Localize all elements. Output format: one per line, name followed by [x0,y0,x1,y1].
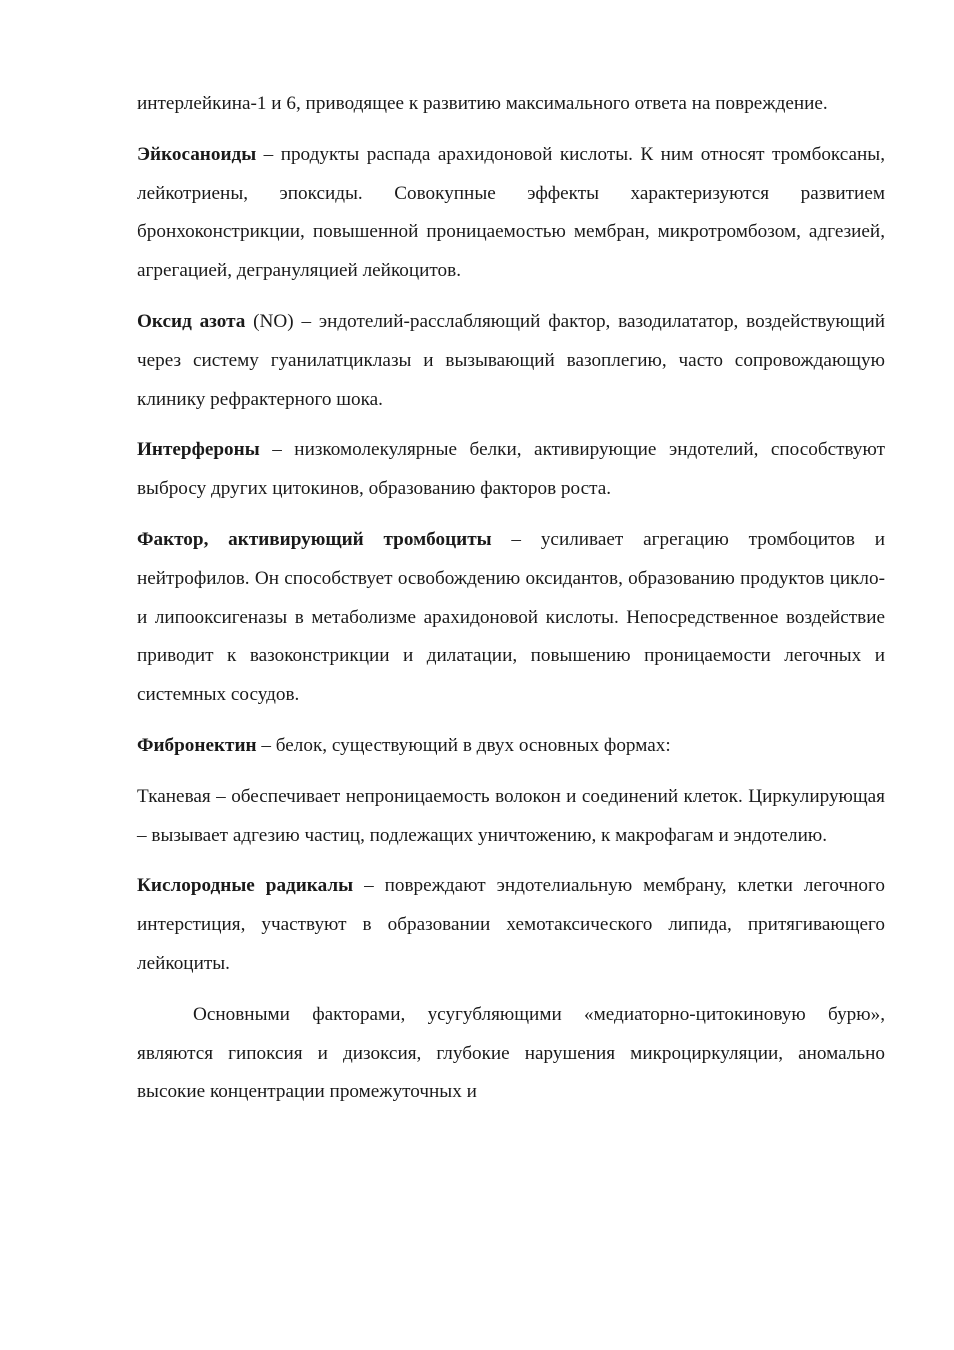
paragraph-text: (NO) – эндотелий-расслабляющий фактор, вазодилататор, воздействующий через систему гуанилатциклазы и вызывающий вазоплегию, часто сопровождающую клинику рефрактерного шока. [137,310,885,410]
paragraph-fibronectin-forms [137,778,885,856]
paragraph-text: – продукты распада арахидоновой кислоты. К ним относят тромбоксаны, лейкотриены, эпоксиды. Совокупные эффекты характеризуются развитием бронхоконстрикции, повышенной проницаемостью мембран, микротромбозом, адгезией, агрегацией, дегрануляцией лейкоцитов. [137,143,885,282]
paragraph-platelet-activating-factor [137,521,885,715]
term-eicosanoids: Эйкосаноиды [137,143,257,165]
document-page [137,85,885,1124]
paragraph-eicosanoids [137,136,885,291]
paragraph-fibronectin [137,727,885,766]
paragraph-text: – низкомолекулярные белки, активирующие эндотелий, способствуют выбросу других цитокинов, образованию факторов роста. [137,439,885,500]
term-nitric-oxide: Оксид азота [137,310,246,332]
term-interferons: Интерфероны [137,439,260,461]
paragraph-oxygen-radicals [137,867,885,983]
paragraph-interleukin-continuation [137,85,885,124]
paragraph-text: интерлейкина-1 и 6, приводящее к развитию максимального ответа на повреждение. [137,93,828,114]
paragraph-text: – усиливает агрегацию тромбоцитов и нейтрофилов. Он способствует освобождению оксидантов, образованию продуктов цикло- и липооксигеназы в метаболизме арахидоновой кислоты. Непосредственное воздействие приводит к вазоконстрикции и дилатации, повышению проницаемости легочных и системных сосудов. [137,528,885,706]
paragraph-nitric-oxide [137,303,885,419]
paragraph-main-factors [137,996,885,1112]
paragraph-text: – белок, существующий в двух основных формах: [256,734,671,756]
term-oxygen-radicals: Кислородные радикалы [137,875,354,897]
paragraph-text: Основными факторами, усугубляющими «медиаторно-цитокиновую бурю», являются гипоксия и дизоксия, глубокие нарушения микроциркуляции, аномально высокие концентрации промежуточных и [137,1003,885,1103]
paragraph-text: – повреждают эндотелиальную мембрану, клетки легочного интерстиция, участвуют в образовании хемотаксического липида, притягивающего лейкоциты. [137,875,885,974]
paragraph-interferons [137,431,885,509]
term-platelet-activating-factor: Фактор, активирующий тромбоциты [137,528,492,550]
paragraph-text: Тканевая – обеспечивает непроницаемость волокон и соединений клеток. Циркулирующая – вызывает адгезию частиц, подлежащих уничтожению, к макрофагам и эндотелию. [137,785,885,846]
term-fibronectin: Фибронектин [137,734,257,756]
